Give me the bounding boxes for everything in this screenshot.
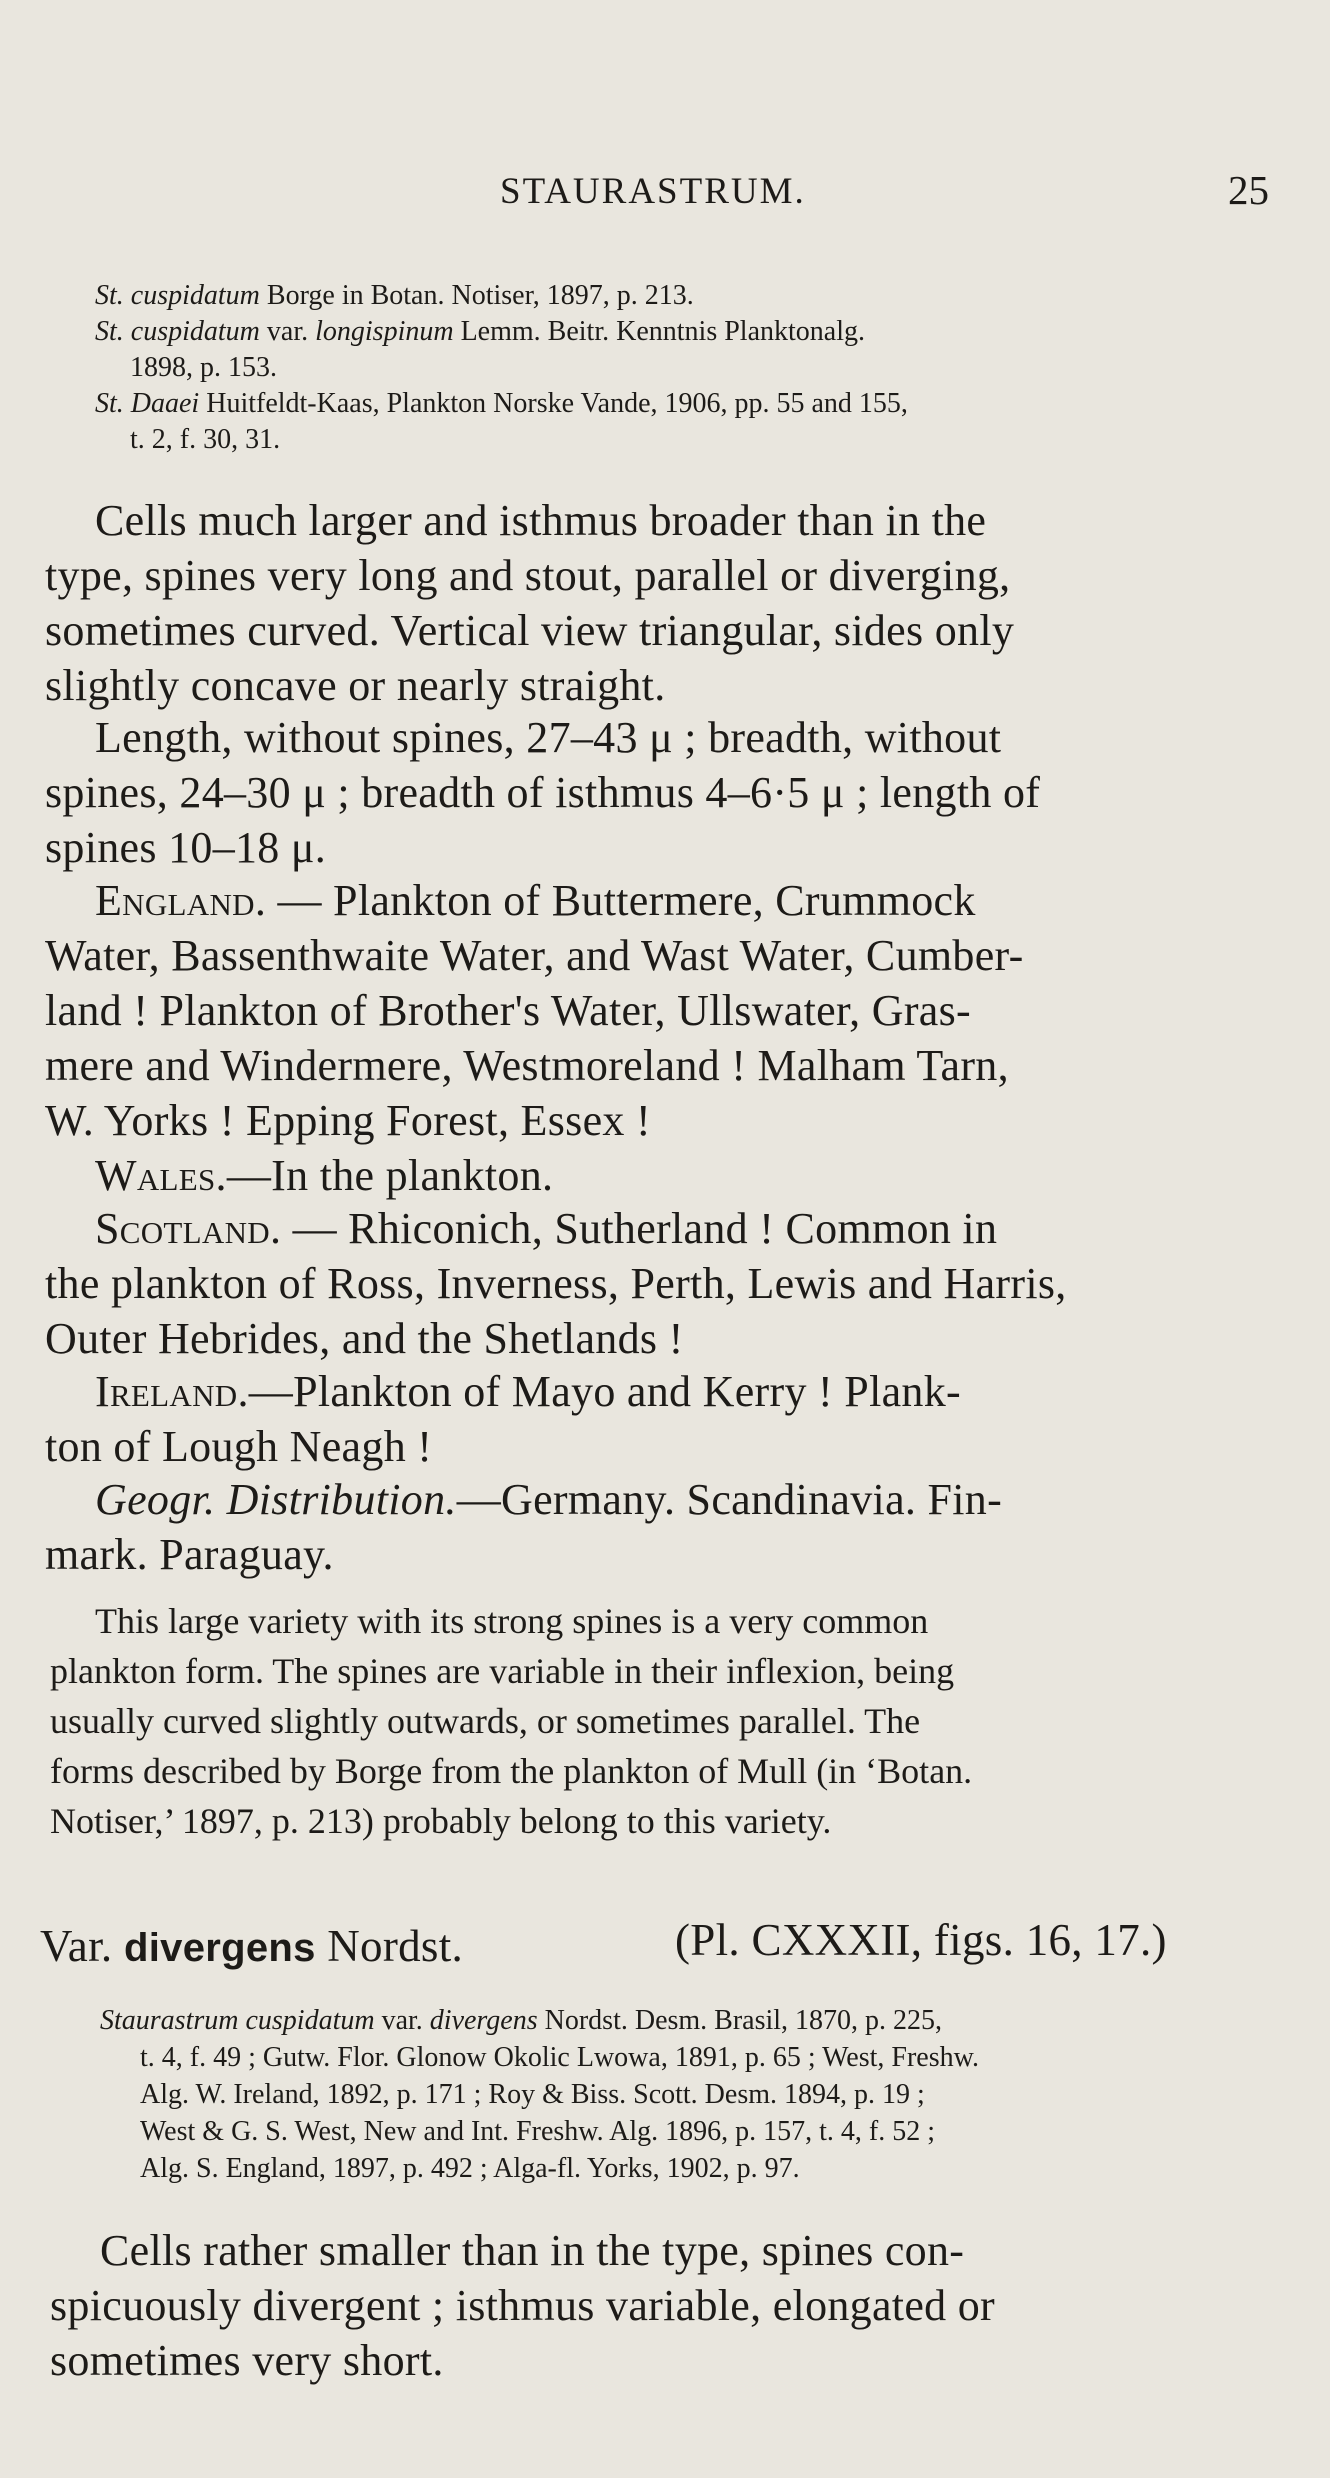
plate-reference: (Pl. CXXXII, figs. 16, 17.) (675, 1915, 1167, 1965)
distribution-line: land ! Plankton of Brother's Water, Ullswater, Gras- (45, 986, 971, 1035)
note-line: This large variety with its strong spines is a very common (95, 1601, 929, 1641)
note-line: plankton form. The spines are variable in their inflexion, being (50, 1651, 955, 1691)
distribution-text: — Rhiconich, Sutherland ! Common in (281, 1204, 998, 1253)
description-line: Cells much larger and isthmus broader than in the (95, 496, 987, 545)
dimensions-line: spines, 24–30 μ ; breadth of isthmus 4–6·5 μ ; length of (45, 768, 1041, 817)
synonym-continuation: 1898, p. 153. (130, 352, 277, 383)
description-line: sometimes curved. Vertical view triangular, sides only (45, 606, 1015, 655)
synonym-continuation: t. 2, f. 30, 31. (130, 424, 281, 455)
page-number: 25 (1228, 167, 1269, 213)
description-line: Cells rather smaller than in the type, spines con- (100, 2226, 965, 2275)
distribution-wales (95, 1150, 553, 1201)
note-line: Notiser,’ 1897, p. 213) probably belong to this variety. (50, 1801, 832, 1841)
synonym-name: St. Daaei (95, 388, 200, 419)
synonym-variety: divergens (429, 2005, 538, 2036)
distribution-line: ton of Lough Neagh ! (45, 1422, 433, 1471)
synonym-continuation: Alg. W. Ireland, 1892, p. 171 ; Roy & Biss. Scott. Desm. 1894, p. 19 ; (140, 2079, 925, 2110)
distribution-text: — Plankton of Buttermere, Crummock (266, 876, 976, 925)
synonym-citation: Borge in Botan. Notiser, 1897, p. 213. (259, 280, 694, 311)
synonym-continuation: West & G. S. West, New and Int. Freshw. Alg. 1896, p. 157, t. 4, f. 52 ; (140, 2116, 936, 2147)
synonym-name: Staurastrum cuspidatum (100, 2005, 375, 2036)
running-title: STAURASTRUM. (500, 171, 806, 212)
synonym-rank: var. (374, 2005, 430, 2036)
description-line: slightly concave or nearly straight. (45, 661, 666, 710)
distribution-ireland (95, 1366, 961, 1417)
variety-name: divergens (124, 1926, 316, 1970)
synonym-variety: longispinum (315, 316, 454, 347)
variety-author: Nordst. (315, 1921, 464, 1971)
synonym-continuation: t. 4, f. 49 ; Gutw. Flor. Glonow Okolic Lwowa, 1891, p. 65 ; West, Freshw. (140, 2042, 980, 2073)
description-line: spicuously divergent ; isthmus variable, elongated or (50, 2281, 996, 2330)
distribution-line: W. Yorks ! Epping Forest, Essex ! (45, 1096, 651, 1145)
distribution-line: Water, Bassenthwaite Water, and Wast Water, Cumber- (45, 931, 1024, 980)
distribution-scotland (95, 1203, 997, 1254)
synonym-entry (95, 316, 865, 348)
variety-prefix: Var. (40, 1921, 124, 1971)
description-line: type, spines very long and stout, parallel or diverging, (45, 551, 1011, 600)
synonym-name: St. cuspidatum (95, 316, 260, 347)
region-label: Scotland. (95, 1204, 282, 1253)
dimensions-line: Length, without spines, 27–43 μ ; breadth, without (95, 713, 1002, 762)
synonym-entry (95, 280, 694, 312)
distribution-england (95, 875, 976, 926)
region-label: Wales. (95, 1151, 227, 1200)
distribution-text: —In the plankton. (226, 1151, 554, 1200)
distribution-line: mere and Windermere, Westmoreland ! Malham Tarn, (45, 1041, 1009, 1090)
distribution-line: Outer Hebrides, and the Shetlands ! (45, 1314, 684, 1363)
description-line: sometimes very short. (50, 2336, 444, 2385)
synonym-rank: var. (259, 316, 316, 347)
geographical-distribution (95, 1474, 1002, 1525)
synonym-entry (95, 388, 908, 420)
synonym-continuation: Alg. S. England, 1897, p. 492 ; Alga-fl. Yorks, 1902, p. 97. (140, 2153, 800, 2184)
note-line: forms described by Borge from the plankton of Mull (in ‘Botan. (50, 1751, 973, 1791)
geogr-label: Geogr. Distribution. (95, 1475, 457, 1524)
distribution-text: —Plankton of Mayo and Kerry ! Plank- (248, 1367, 961, 1416)
distribution-line: the plankton of Ross, Inverness, Perth, Lewis and Harris, (45, 1259, 1067, 1308)
distribution-line: mark. Paraguay. (45, 1530, 334, 1579)
region-label: England. (95, 876, 267, 925)
variety-heading (40, 1920, 463, 1972)
dimensions-line: spines 10–18 μ. (45, 823, 327, 872)
synonym-name: St. cuspidatum (95, 280, 260, 311)
region-label: Ireland. (95, 1367, 249, 1416)
synonym-citation: Huitfeldt-Kaas, Plankton Norske Vande, 1906, pp. 55 and 155, (199, 388, 908, 419)
synonym-entry (100, 2005, 942, 2037)
distribution-text: —Germany. Scandinavia. Fin- (456, 1475, 1003, 1524)
synonym-citation: Nordst. Desm. Brasil, 1870, p. 225, (537, 2005, 943, 2036)
note-line: usually curved slightly outwards, or sometimes parallel. The (50, 1701, 921, 1741)
synonym-citation: Lemm. Beitr. Kenntnis Planktonalg. (453, 316, 865, 347)
